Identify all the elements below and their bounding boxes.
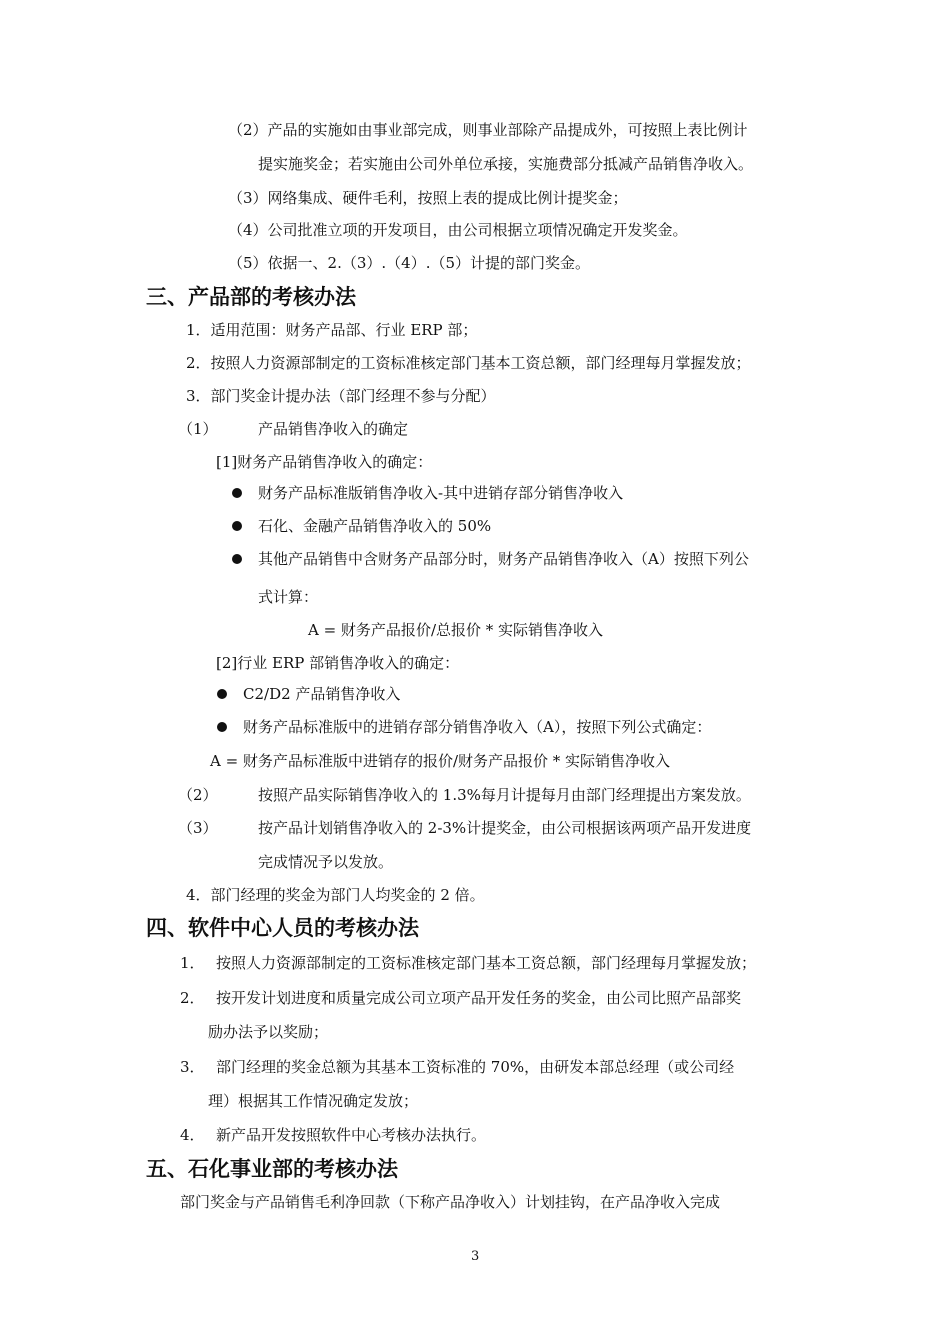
s4-item-4: 新产品开发按照软件中心考核办法执行。: [216, 1126, 487, 1144]
bullet-icon: [217, 722, 227, 732]
item-5: （5）依据一、2.（3）.（4）.（5）计提的部门奖金。: [228, 254, 591, 272]
bullet-icon: [232, 521, 242, 531]
s4-item-2-line-1: 按开发计划进度和质量完成公司立项产品开发任务的奖金，由公司比照产品部奖: [216, 989, 742, 1007]
s3-a-title: [1]财务产品销售净收入的确定：: [216, 453, 433, 471]
s3-b-bullet-2: 财务产品标准版中的进销存部分销售净收入（A），按照下列公式确定：: [243, 718, 712, 736]
s3-a-bullet-3-line-2: 式计算：: [258, 588, 319, 606]
s3-b-formula: A = 财务产品标准版中进销存的报价/财务产品报价 * 实际销售净收入: [210, 752, 671, 770]
s3-sub-3-number: （3）: [178, 819, 218, 837]
bullet-icon: [232, 488, 242, 498]
section-5-heading: 五、石化事业部的考核办法: [146, 1157, 398, 1181]
s3-a-bullet-1: 财务产品标准版销售净收入-其中进销存部分销售净收入: [258, 484, 624, 502]
s4-item-3-line-1: 部门经理的奖金总额为其基本工资标准的 70%，由研发本部总经理（或公司经: [216, 1058, 735, 1076]
s3-sub-2-text: 按照产品实际销售净收入的 1.3%每月计提每月由部门经理提出方案发放。: [258, 786, 751, 804]
s3-a-bullet-3-line-1: 其他产品销售中含财务产品部分时，财务产品销售净收入（A）按照下列公: [258, 550, 749, 568]
section-3-heading: 三、产品部的考核办法: [146, 285, 356, 309]
s3-sub-2-number: （2）: [178, 786, 218, 804]
s3-b-title: [2]行业 ERP 部销售净收入的确定：: [216, 654, 460, 672]
s3-sub-3-line-1: 按产品计划销售净收入的 2-3%计提奖金，由公司根据该两项产品开发进度: [258, 819, 752, 837]
s3-para-4: 4．部门经理的奖金为部门人均奖金的 2 倍。: [186, 886, 485, 904]
s4-num-2: 2．: [180, 989, 205, 1007]
item-3: （3）网络集成、硬件毛利，按照上表的提成比例计提奖金；: [228, 189, 628, 207]
s3-para-1: 1．适用范围：财务产品部、行业 ERP 部；: [186, 321, 478, 339]
s4-item-1: 按照人力资源部制定的工资标准核定部门基本工资总额，部门经理每月掌握发放；: [216, 954, 757, 972]
s3-para-2: 2．按照人力资源部制定的工资标准核定部门基本工资总额，部门经理每月掌握发放；: [186, 354, 751, 372]
s4-num-1: 1．: [180, 954, 205, 972]
item-4: （4）公司批准立项的开发项目，由公司根据立项情况确定开发奖金。: [228, 221, 688, 239]
s3-para-3: 3．部门奖金计提办法（部门经理不参与分配）: [186, 387, 496, 405]
s4-num-4: 4．: [180, 1126, 205, 1144]
page-number: 3: [471, 1249, 480, 1264]
s5-para-1: 部门奖金与产品销售毛利净回款（下称产品净收入）计划挂钩，在产品净收入完成: [180, 1193, 721, 1211]
s3-a-bullet-2: 石化、金融产品销售净收入的 50%: [258, 517, 492, 535]
s3-sub-1-number: （1）: [178, 420, 218, 438]
bullet-icon: [232, 554, 242, 564]
s3-sub-1-text: 产品销售净收入的确定: [258, 420, 409, 438]
bullet-icon: [217, 689, 227, 699]
item-2-line-1: （2）产品的实施如由事业部完成，则事业部除产品提成外，可按照上表比例计: [228, 121, 748, 139]
s4-num-3: 3．: [180, 1058, 205, 1076]
s4-item-3-line-2: 理）根据其工作情况确定发放；: [208, 1092, 419, 1110]
s3-a-formula: A = 财务产品报价/总报价 * 实际销售净收入: [308, 621, 604, 639]
s4-item-2-line-2: 励办法予以奖励；: [208, 1023, 329, 1041]
section-4-heading: 四、软件中心人员的考核办法: [146, 916, 419, 940]
s3-b-bullet-1: C2/D2 产品销售净收入: [243, 685, 401, 703]
s3-sub-3-line-2: 完成情况予以发放。: [258, 853, 394, 871]
item-2-line-2: 提实施奖金；若实施由公司外单位承接，实施费部分抵减产品销售净收入。: [258, 155, 754, 173]
